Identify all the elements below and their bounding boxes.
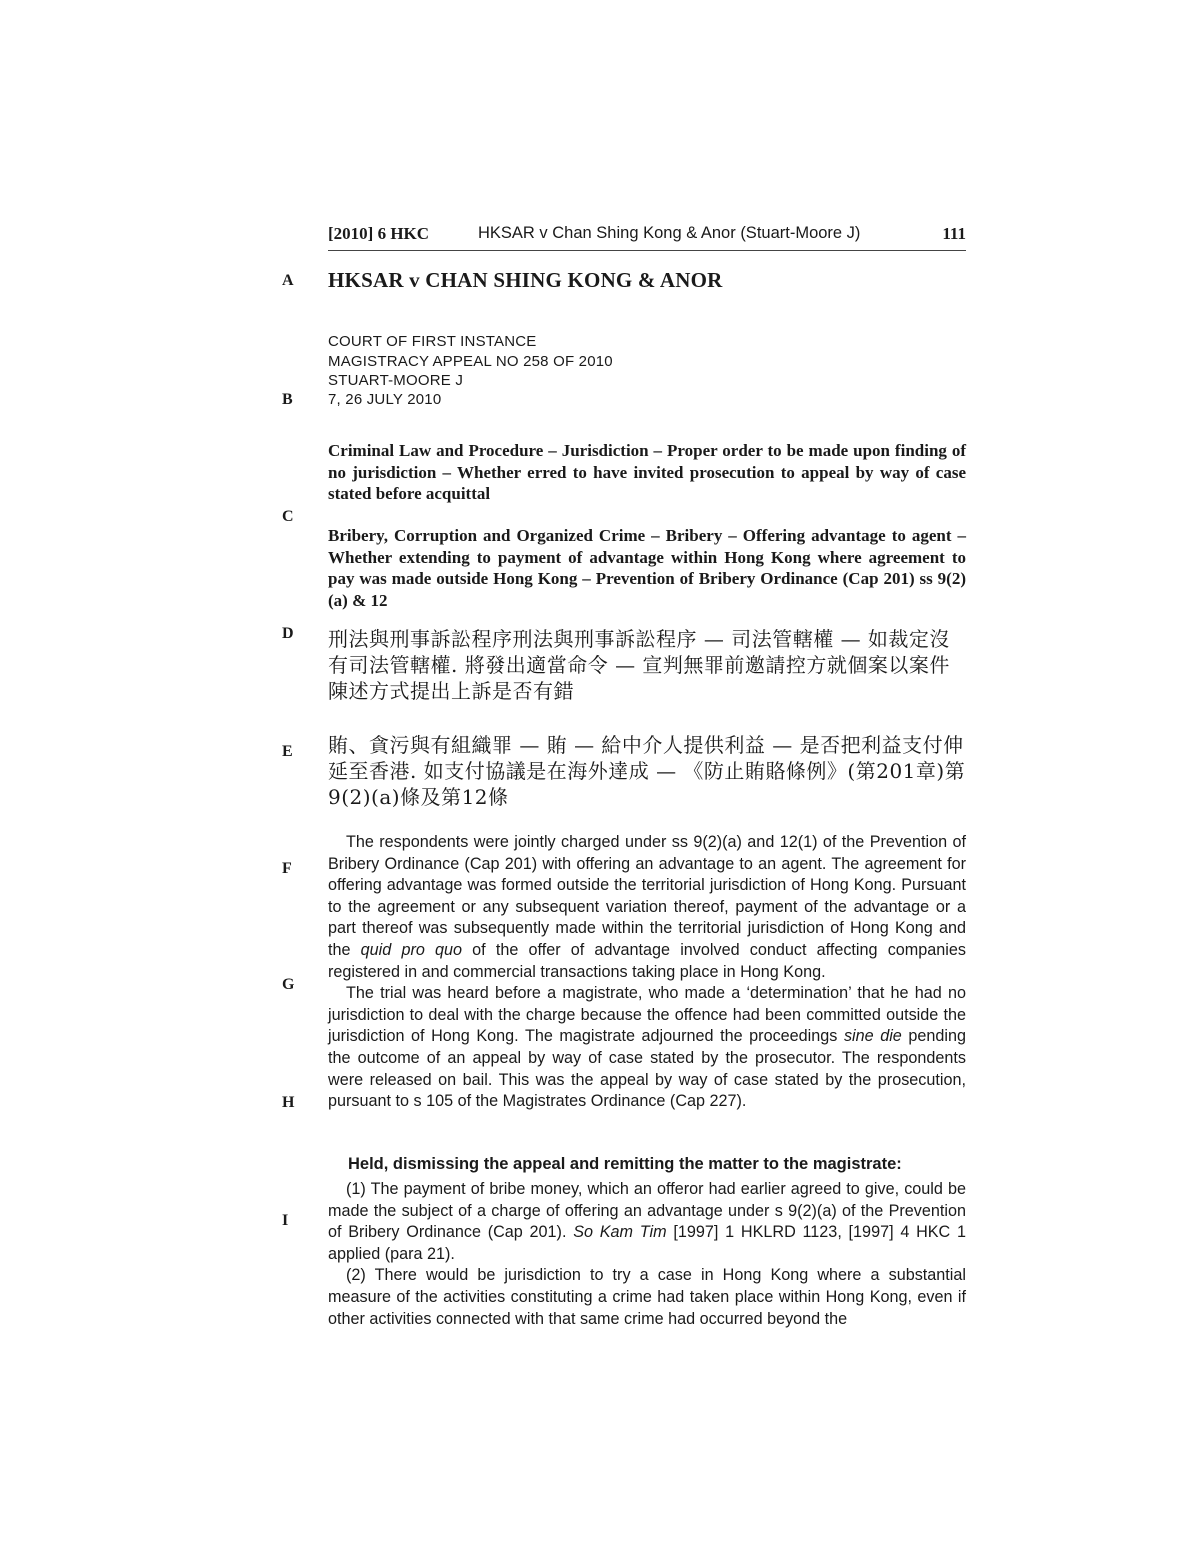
header-rule xyxy=(328,250,966,251)
header-citation: [2010] 6 HKC xyxy=(328,224,430,243)
latin-phrase: quid pro quo xyxy=(360,940,463,959)
margin-letter-i: I xyxy=(282,1212,289,1229)
margin-letter-f: F xyxy=(282,860,292,877)
facts-section xyxy=(328,832,966,1113)
margin-letter-d: D xyxy=(282,625,294,642)
header-running-title: HKSAR v Chan Shing Kong & Anor (Stuart-Moore J) xyxy=(478,224,861,242)
catchword-criminal-procedure: Criminal Law and Procedure – Jurisdiction – Proper order to be made upon finding of no jurisdiction – Whether erred to have invited prosecution to appeal by way of case stated before acquittal xyxy=(328,441,966,503)
margin-letter-e: E xyxy=(282,743,293,760)
margin-letter-g: G xyxy=(282,976,295,993)
held-heading: Held, dismissing the appeal and remitting the matter to the magistrate: xyxy=(348,1155,902,1173)
held-paragraph-2: (2) There would be jurisdiction to try a case in Hong Kong where a substantial measure of the activities constituting a crime had taken place within Hong Kong, even if other activities connected with that same crime had occurred beyond the xyxy=(328,1266,966,1328)
margin-letter-h: H xyxy=(282,1094,295,1111)
margin-letter-a: A xyxy=(282,272,294,289)
court-name: COURT OF FIRST INSTANCE xyxy=(328,333,537,350)
catchword-bribery: Bribery, Corruption and Organized Crime – Bribery – Offering advantage to agent – Whether extending to payment of advantage within Hong Kong where agreement to pay was made outside Hong Kong – Prevention of Bribery Ordinance (Cap 201) ss 9(2)(a) & 12 xyxy=(328,526,966,610)
latin-phrase: sine die xyxy=(843,1027,902,1046)
facts-paragraph-2: The trial was heard before a magistrate, who made a ‘determination’ that he had no jurisdiction to deal with the charge because the offence had been committed outside the jurisdiction of Hong Kong. The magistrate adjourned the proceedings sine die pending the outcome of an appeal by way of case stated by the prosecutor. The respondents were released on bail. This was the appeal by way of case stated by the prosecution, pursuant to s 105 of the Magistrates Ordinance (Cap 227). xyxy=(328,984,966,1111)
page-number: 111 xyxy=(942,224,966,243)
held-section xyxy=(328,1179,966,1330)
chinese-catchword-criminal-procedure: 刑法與刑事訴訟程序刑法與刑事訴訟程序 — 司法管轄權 — 如裁定沒有司法管轄權. 將發出適當命令 — 宣判無罪前邀請控方就個案以案件陳述方式提出上訴是否有錯 xyxy=(328,627,950,703)
margin-letter-b: B xyxy=(282,391,293,408)
held-paragraph-1: (1) The payment of bribe money, which an offeror had earlier agreed to give, could be made the subject of a charge of offering an advantage under s 9(2)(a) of the Prevention of Bribery Ordinance (Cap 201). So Kam Tim [1997] 1 HKLRD 1123, [1997] 4 HKC 1 applied (para 21). xyxy=(328,1180,967,1263)
judge-name: STUART-MOORE J xyxy=(328,372,464,389)
chinese-catchword-bribery: 賄、貪污與有組織罪 — 賄 — 給中介人提供利益 — 是否把利益支付伸延至香港. 如支付協議是在海外達成 — 《防止賄賂條例》(第201章)第9(2)(a)條及第12條 xyxy=(328,733,966,809)
hearing-dates: 7, 26 JULY 2010 xyxy=(328,391,442,408)
case-title: HKSAR v CHAN SHING KONG & ANOR xyxy=(328,268,723,292)
running-header xyxy=(328,224,966,250)
case-name: So Kam Tim xyxy=(573,1223,667,1242)
facts-paragraph-1: The respondents were jointly charged under ss 9(2)(a) and 12(1) of the Prevention of Bribery Ordinance (Cap 201) with offering an advantage to an agent. The agreement for offering advantage was formed outside the territorial jurisdiction of Hong Kong. Pursuant to the agreement or any subsequent variation thereof, payment of the advantage or a part thereof was subsequently made within the territorial jurisdiction of Hong Kong and the quid pro quo of the offer of advantage involved conduct affecting companies registered in and commercial transactions taking place in Hong Kong. xyxy=(328,833,966,981)
appeal-number: MAGISTRACY APPEAL NO 258 OF 2010 xyxy=(328,353,613,370)
margin-letter-c: C xyxy=(282,508,294,525)
